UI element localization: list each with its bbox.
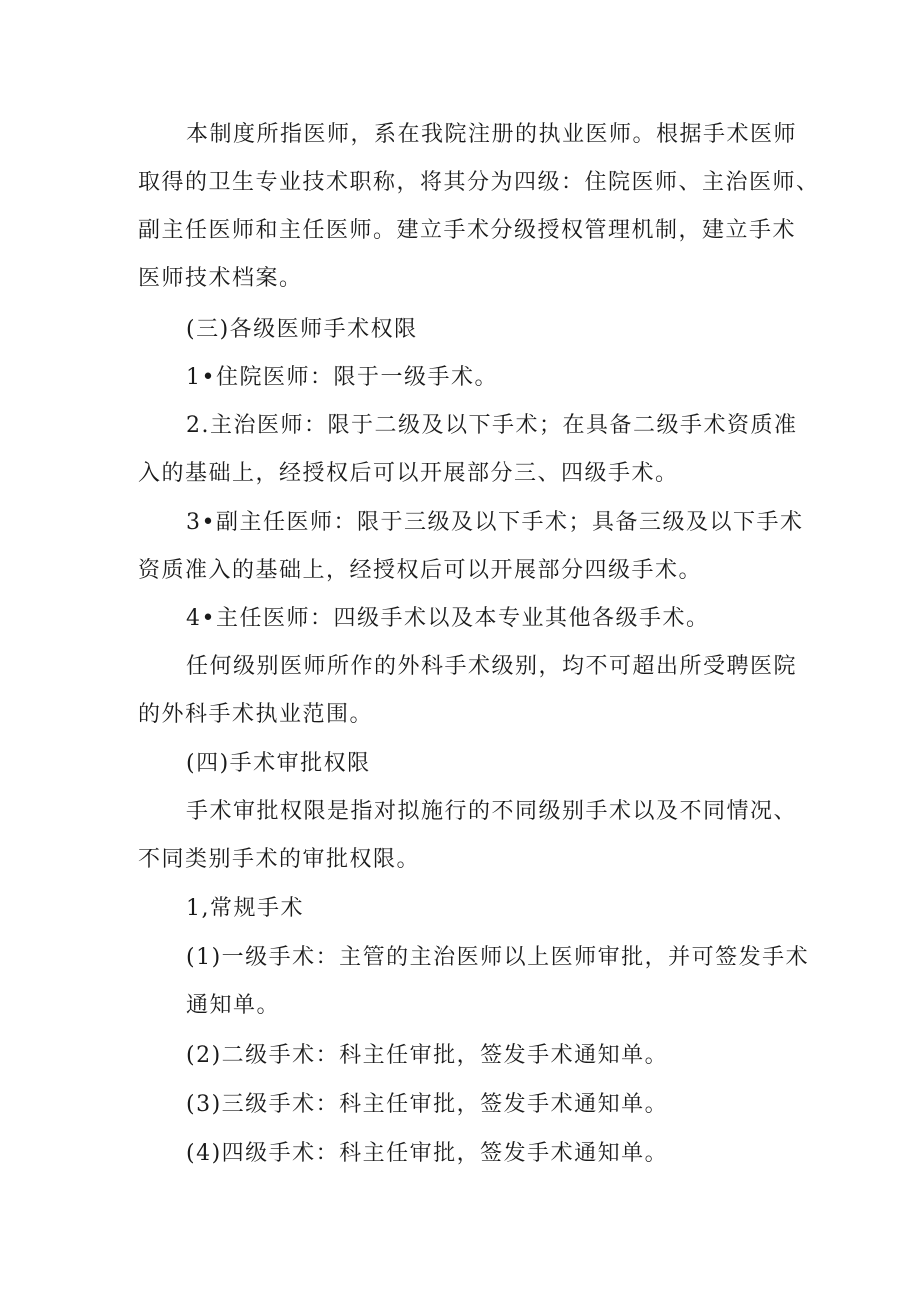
text-line: 副主任医师和主任医师。建立手术分级授权管理机制，建立手术 [138,218,797,243]
text-line: 资质准入的基础上，经授权后可以开展部分四级手术。 [138,558,703,583]
text-line: (3)三级手术：科主任审批，签发手术通知单。 [186,1092,669,1117]
paragraph-routine-3 [138,1081,798,1129]
text-line: (2)二级手术：科主任审批，签发手术通知单。 [186,1043,669,1068]
text-line: 1•住院医师：限于一级手术。 [186,365,498,390]
section-heading-4 [138,740,798,788]
paragraph-routine-2 [138,1032,798,1080]
paragraph-intro [138,111,820,303]
text-line: (1)一级手术：主管的主治医师以上医师审批，并可签发手术 [186,945,810,970]
paragraph-approval-definition [138,788,798,884]
text-line: 本制度所指医师，系在我院注册的执业医师。根据手术医师 [186,122,798,147]
paragraph-item-3 [138,499,804,595]
text-line: 手术审批权限是指对拟施行的不同级别手术以及不同情况、 [186,799,798,824]
text-line: 3•副主任医师：限于三级及以下手术；具备三级及以下手术 [186,510,804,535]
text-line: 通知单。 [186,993,281,1018]
text-line: 医师技术档案。 [138,266,303,291]
paragraph-item-4 [138,595,798,643]
subheading-routine-surgery [138,885,798,933]
text-line: 入的基础上，经授权后可以开展部分三、四级手术。 [138,461,679,486]
text-line: 1,常规手术 [186,896,304,921]
text-line: (四)手术审批权限 [186,751,371,776]
text-line: 不同类别手术的审批权限。 [138,847,421,872]
text-line: 的外科手术执业范围。 [138,702,374,727]
paragraph-scope [138,643,798,739]
paragraph-routine-4 [138,1130,798,1178]
text-line: (4)四级手术：科主任审批，签发手术通知单。 [186,1141,669,1166]
text-line: (三)各级医师手术权限 [186,317,418,342]
paragraph-item-1 [138,354,798,402]
section-heading-3 [138,306,798,354]
text-line: 2.主治医师：限于二级及以下手术；在具备二级手术资质准 [186,413,798,438]
text-line: 任何级别医师所作的外科手术级别，均不可超出所受聘医院 [186,654,798,679]
paragraph-routine-1 [138,934,810,1030]
text-line: 4•主任医师：四级手术以及本专业其他各级手术。 [186,606,710,631]
paragraph-item-2 [138,402,798,498]
text-line: 取得的卫生专业技术职称，将其分为四级：住院医师、主治医师、 [138,170,820,195]
